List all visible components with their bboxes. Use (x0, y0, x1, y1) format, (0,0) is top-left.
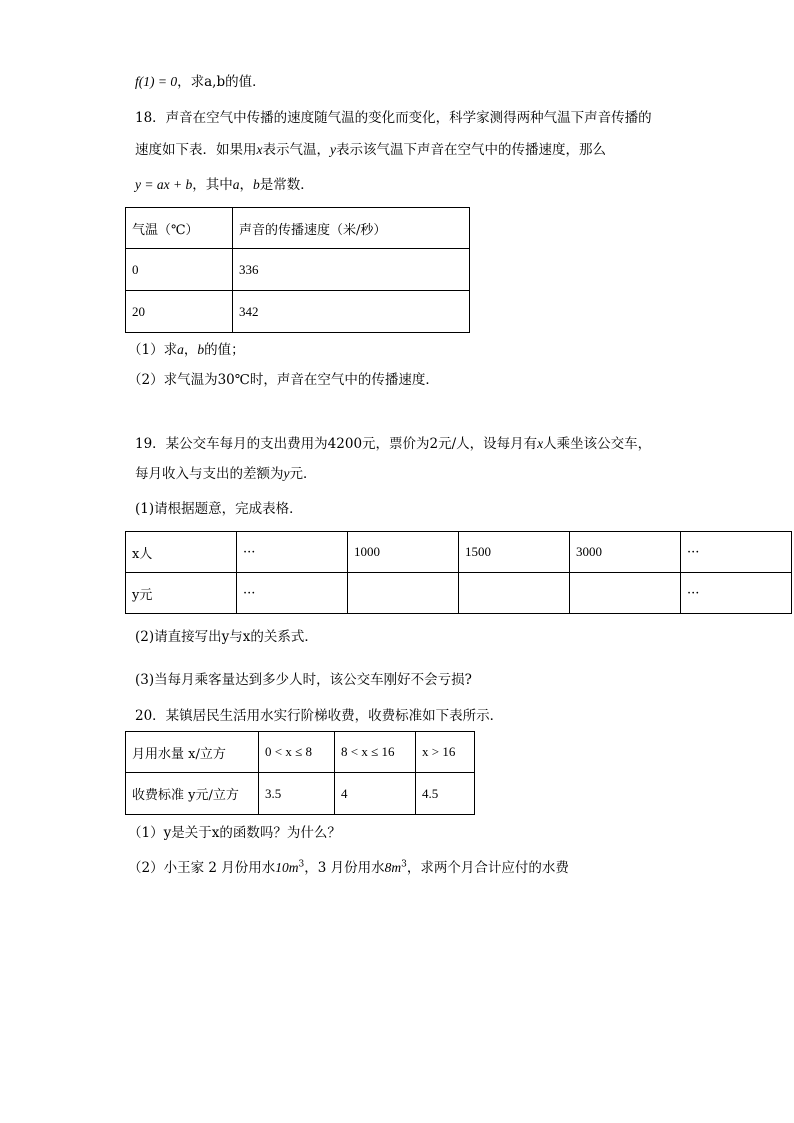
q20-sub2 (128, 858, 569, 878)
q18-l3a: ，其中 (192, 177, 233, 193)
q19-l2a: 每月收入与支出的差额为 (135, 466, 284, 482)
q18-table (125, 207, 470, 333)
q19-cell-blank (570, 573, 681, 614)
q18-line3 (135, 175, 314, 195)
q20-cell: 4 (335, 773, 416, 815)
q20-header-tier2: 8 < x ≤ 16 (335, 732, 416, 773)
q18-cell-temp: 20 (126, 291, 233, 333)
q19-cell-blank (348, 573, 459, 614)
q20-table (125, 731, 475, 815)
q19-cell: 1500 (459, 532, 570, 573)
var-a: a (177, 342, 184, 357)
q17-tail-line (135, 72, 266, 92)
q19-cell-blank (459, 573, 570, 614)
q20-s2a: （2）小王家 2 月份用水 (128, 860, 276, 876)
q19-line1 (135, 434, 651, 454)
q19-sub2: (2)请直接写出y与x的关系式． (135, 629, 318, 645)
var-a: a (232, 177, 240, 192)
q18-l3b: ， (239, 177, 253, 193)
q19-cell: 3000 (570, 532, 681, 573)
var-y: y (330, 142, 336, 157)
q19-l1a: 19．某公交车每月的支出费用为4200元，票价为2元/人，设每月有 (135, 436, 538, 452)
q19-cell: ··· (237, 532, 348, 573)
q19-sub3: (3)当每月乘客量达到多少人时，该公交车刚好不会亏损? (135, 672, 472, 688)
q19-l2b: 元． (289, 466, 317, 482)
q19-cell: ··· (681, 573, 792, 614)
superscript-3: 3 (401, 859, 407, 870)
q19-cell-x-label: x人 (126, 532, 237, 573)
q20-line1: 20．某镇居民生活用水实行阶梯收费，收费标准如下表所示． (135, 708, 504, 724)
q19-cell-y-label: y元 (126, 573, 237, 614)
q20-s2c: ，求两个月合计应付的水费 (406, 860, 569, 876)
q20-cell: 4.5 (416, 773, 475, 815)
q19-table (125, 531, 792, 614)
q20-feb-volume: 10m (275, 860, 299, 875)
var-b: b (252, 177, 260, 192)
q20-cell: 3.5 (259, 773, 335, 815)
var-b: b (197, 342, 205, 357)
q18-l2b: 表示气温， (262, 142, 330, 158)
q20-mar-volume: 8m (384, 860, 402, 875)
q18-line1: 18．声音在空气中传播的速度随气温的变化而变化，科学家测得两种气温下声音传播的 (135, 110, 652, 126)
q19-cell: ··· (681, 532, 792, 573)
q19-cell: ··· (237, 573, 348, 614)
q20-sub1: （1）y是关于x的函数吗？为什么？ (128, 825, 341, 841)
q18-cell-temp: 0 (126, 249, 233, 291)
q20-header-tier3: x > 16 (416, 732, 475, 773)
q18-header-speed: 声音的传播速度（米/秒） (233, 208, 470, 249)
q20-header-usage: 月用水量 x/立方 (126, 732, 259, 773)
q19-line2 (135, 464, 317, 484)
q18-s1a: （1）求 (128, 342, 178, 358)
q18-s1c: 的值； (204, 342, 245, 358)
q18-sub1 (128, 340, 245, 360)
q18-cell-speed: 336 (233, 249, 470, 291)
q19-cell: 1000 (348, 532, 459, 573)
formula-f1: f(1) = 0 (135, 74, 178, 89)
formula-y: y = ax + b (135, 177, 193, 192)
q18-l2a: 速度如下表．如果用 (135, 142, 257, 158)
q19-sub1: (1)请根据题意，完成表格． (135, 501, 303, 517)
q18-line2 (135, 140, 606, 160)
var-y: y (283, 466, 290, 481)
superscript-3: 3 (298, 859, 305, 870)
q20-row-label: 收费标准 y元/立方 (126, 773, 259, 815)
q18-l3c: 是常数． (259, 177, 314, 193)
var-x: x (537, 436, 544, 451)
q20-s2b: ，3 月份用水 (304, 860, 385, 876)
var-x: x (256, 142, 263, 157)
q17-tail-text: ，求a,b的值． (177, 74, 266, 90)
q18-l2c: 表示该气温下声音在空气中的传播速度，那么 (336, 142, 606, 158)
q18-header-temp: 气温（℃） (126, 208, 233, 249)
q18-sub2: （2）求气温为30℃时，声音在空气中的传播速度． (128, 372, 439, 388)
q18-s1b: ， (183, 342, 198, 358)
q19-l1b: 人乘坐该公交车， (543, 436, 652, 452)
q18-cell-speed: 342 (233, 291, 470, 333)
q20-header-tier1: 0 < x ≤ 8 (259, 732, 335, 773)
